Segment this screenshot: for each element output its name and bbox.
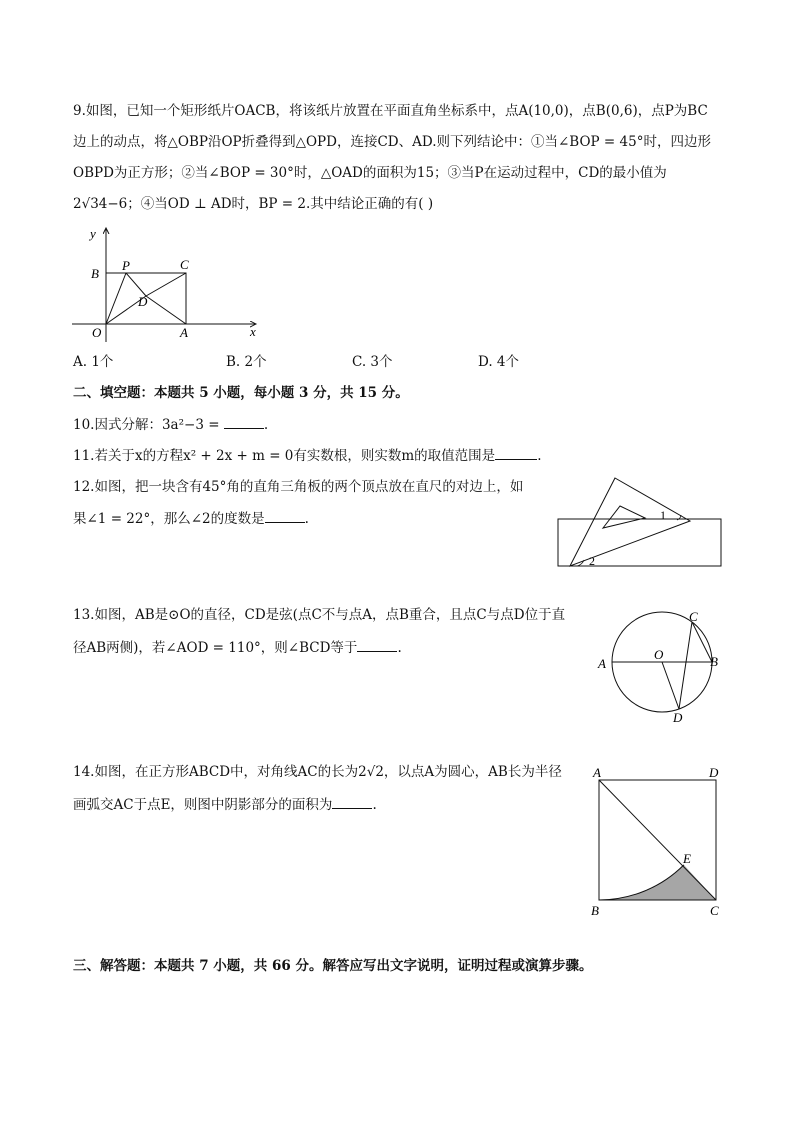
q14-figure xyxy=(586,764,726,920)
q9-line-2: 边上的动点，将△OBP沿OP折叠得到△OPD，连接CD、AD.则下列结论中：①当∠BOP = 45°时，四边形 xyxy=(73,134,711,150)
q13-end: . xyxy=(397,640,402,656)
q14-label-E: E xyxy=(683,851,691,866)
q14-line-1: 14.如图，在正方形ABCD中，对角线AC的长为2√2，以点A为圆心，AB长为半径 xyxy=(73,764,562,780)
q14-label-A: A xyxy=(593,765,601,780)
q14-end: . xyxy=(372,797,377,813)
q13-answer-blank[interactable] xyxy=(357,637,397,652)
q10-line xyxy=(73,414,268,435)
q13-line-2 xyxy=(73,637,402,658)
diagonal-ac xyxy=(599,780,716,900)
q12-text: 果∠1 = 22°，那么∠2的度数是 xyxy=(73,511,265,527)
q14-text: 画弧交AC于点E，则图中阴影部分的面积为 xyxy=(73,797,333,813)
q13-label-A: A xyxy=(598,656,606,671)
q9-option-b: B. 2个 xyxy=(226,354,267,370)
q12-angle-1-label: 1 xyxy=(660,508,666,522)
q14-answer-blank[interactable] xyxy=(332,794,372,809)
q9-line-4: 2√34−6；④当OD ⊥ AD时，BP = 2.其中结论正确的有( ) xyxy=(73,196,434,212)
q14-label-B: B xyxy=(591,903,599,918)
q9-label-D: D xyxy=(138,294,148,309)
q10-end: . xyxy=(263,417,269,433)
q9-label-O: O xyxy=(92,325,102,340)
q11-answer-blank[interactable] xyxy=(495,445,537,460)
q9-option-c: C. 3个 xyxy=(352,354,393,370)
q13-label-B: B xyxy=(710,654,718,669)
q12-figure xyxy=(553,476,723,571)
q13-label-C: C xyxy=(689,609,698,624)
q9-label-C: C xyxy=(180,257,189,272)
q9-option-d: D. 4个 xyxy=(478,354,520,370)
q9-label-A: A xyxy=(180,325,188,340)
q13-text: 径AB两侧)，若∠AOD = 110°，则∠BCD等于 xyxy=(73,640,358,656)
q13-label-O: O xyxy=(654,647,664,662)
q9-option-a: A. 1个 xyxy=(73,354,114,370)
q9-line-3: OBPD为正方形；②当∠BOP = 30°时，△OAD的面积为15；③当P在运动过程中，CD的最小值为 xyxy=(73,165,667,181)
q11-text: 11.若关于x的方程x² + 2x + m = 0有实数根，则实数m的取值范围是 xyxy=(73,448,496,464)
q9-label-x: x xyxy=(250,324,256,339)
q12-angle-2-label: 2 xyxy=(589,554,595,568)
q11-end: . xyxy=(537,448,542,464)
q12-line-2 xyxy=(73,508,309,529)
q13-line-1: 13.如图，AB是⊙O的直径，CD是弦(点C不与点A，点B重合，且点C与点D位于直 xyxy=(73,607,566,623)
section-2-heading: 二、填空题：本题共 5 小题，每小题 3 分，共 15 分。 xyxy=(73,385,409,401)
q13-label-D: D xyxy=(673,710,683,725)
q14-label-D: D xyxy=(709,765,719,780)
set-square-inner xyxy=(603,506,645,528)
q14-label-C: C xyxy=(710,903,719,918)
q12-end: . xyxy=(304,511,309,527)
q11-line xyxy=(73,445,541,466)
q12-answer-blank[interactable] xyxy=(265,508,305,523)
q14-line-2 xyxy=(73,794,377,815)
q9-line-1: 9.如图，已知一个矩形纸片OACB，将该纸片放置在平面直角坐标系中，点A(10,0)，点B(0,6)，点P为BC xyxy=(73,103,708,119)
q9-label-P: P xyxy=(122,258,130,273)
q9-label-y: y xyxy=(90,226,96,241)
q13-figure xyxy=(590,608,730,728)
q10-answer-blank[interactable] xyxy=(224,414,264,429)
q10-text: 10.因式分解：3a²−3 = xyxy=(73,417,224,433)
q12-line-1: 12.如图，把一块含有45°角的直角三角板的两个顶点放在直尺的对边上，如 xyxy=(73,479,524,495)
q9-label-B: B xyxy=(91,266,99,281)
q9-figure xyxy=(70,222,270,344)
section-3-heading: 三、解答题：本题共 7 小题，共 66 分。解答应写出文字说明，证明过程或演算步骤。 xyxy=(73,958,593,974)
